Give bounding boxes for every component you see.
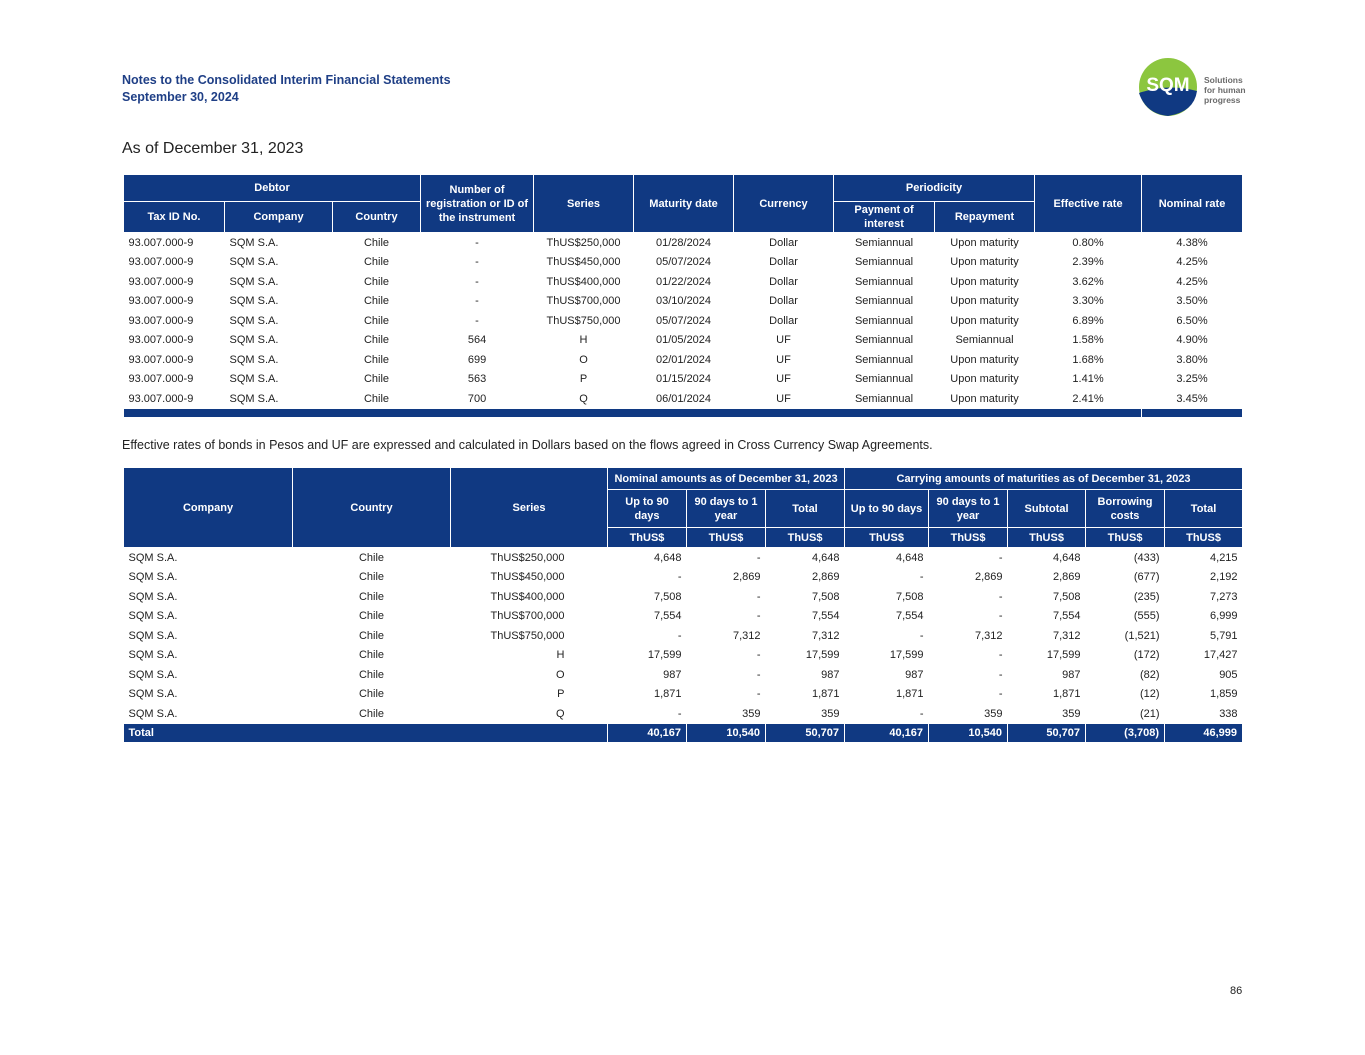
maturity-header: Maturity date (634, 175, 734, 233)
table-cell: ThUS$450,000 (490, 571, 565, 584)
table-cell: - (998, 551, 1003, 564)
table-cell: 4.25% (1176, 275, 1208, 288)
debtor-group-header: Debtor (124, 175, 421, 202)
table-cell: Chile (363, 295, 390, 308)
table-row (124, 292, 1243, 312)
table-row (124, 370, 1243, 390)
table-cell: 05/07/2024 (655, 314, 712, 327)
tax-id-header: Tax ID No. (124, 202, 225, 233)
repayment-header: Repayment (935, 202, 1035, 233)
table-cell: - (998, 649, 1003, 662)
table-cell: 7,554 (653, 610, 682, 623)
table-cell: 3.25% (1176, 373, 1208, 386)
table-row (124, 704, 1243, 724)
table-row (124, 331, 1243, 351)
table-cell: ThUS$450,000 (546, 256, 621, 269)
table-row (124, 548, 1243, 568)
table-cell: 2,192 (1210, 571, 1238, 584)
table-row (124, 389, 1243, 409)
table-cell: Dollar (769, 236, 798, 249)
table-cell: Q (555, 707, 565, 720)
table-cell: SQM S.A. (128, 590, 178, 603)
table-cell: UF (776, 353, 791, 366)
table-cell: (12) (1139, 688, 1160, 701)
table-row (124, 568, 1243, 588)
carrying-90-days-to-1-year-header: 90 days to 1 year (929, 490, 1008, 528)
table-cell: - (475, 295, 479, 308)
table-cell: Semiannual (854, 236, 914, 249)
country-header: Country (293, 468, 451, 548)
table-cell: 563 (467, 373, 487, 386)
total-header: Total (766, 490, 845, 528)
table-cell: Semiannual (854, 392, 914, 405)
carrying-group-header: Carrying amounts of maturities as of December 31, 2023 (845, 468, 1243, 490)
table-cell: (555) (1133, 610, 1160, 623)
sqm-logo-mark (1138, 57, 1202, 119)
table-cell: 2,869 (732, 571, 761, 584)
table-cell: 01/22/2024 (655, 275, 712, 288)
borrowing-costs-header: Borrowing costs (1086, 490, 1165, 528)
periodicity-group-header: Periodicity (834, 175, 1035, 202)
total-cell: 40,167 (845, 724, 929, 742)
header-title: Notes to the Consolidated Interim Financial Statements (122, 73, 451, 87)
table-cell: - (677, 571, 682, 584)
total-cell: 40,167 (608, 724, 687, 742)
table-cell: UF (776, 373, 791, 386)
table-cell: 01/28/2024 (655, 236, 712, 249)
table-cell: SQM S.A. (128, 688, 178, 701)
table-cell: Chile (358, 688, 385, 701)
total-label: Total (124, 724, 608, 742)
table-cell: 93.007.000-9 (128, 275, 194, 288)
table-cell: 6.50% (1176, 314, 1208, 327)
table-cell: 06/01/2024 (655, 392, 712, 405)
total-row (124, 724, 1243, 742)
table-cell: Chile (363, 392, 390, 405)
table-cell: 93.007.000-9 (128, 295, 194, 308)
country-header: Country (333, 202, 421, 233)
table-cell: 359 (1062, 707, 1081, 720)
table-cell: ThUS$250,000 (546, 236, 621, 249)
nominal-rate-header: Nominal rate (1142, 175, 1243, 233)
total-cell: 46,999 (1165, 724, 1243, 742)
table-cell: 2,869 (812, 571, 840, 584)
table-cell: - (756, 649, 761, 662)
table-cell: SQM S.A. (229, 275, 279, 288)
90-days-to-1-year-header: 90 days to 1 year (687, 490, 766, 528)
table-cell: ThUS$250,000 (490, 551, 565, 564)
table-cell: 93.007.000-9 (128, 353, 194, 366)
table-cell: 3.30% (1072, 295, 1104, 308)
table-cell: 2,869 (1053, 571, 1081, 584)
table-cell: 1.41% (1072, 373, 1104, 386)
table-cell: Upon maturity (950, 236, 1019, 249)
unit-header: ThUS$ (1008, 528, 1086, 548)
maturities-table (123, 467, 1243, 742)
table-cell: ThUS$400,000 (490, 590, 565, 603)
table-cell: 93.007.000-9 (128, 334, 194, 347)
table-cell: 0.80% (1072, 236, 1104, 249)
unit-header: ThUS$ (845, 528, 929, 548)
table-cell: Semiannual (955, 334, 1014, 347)
table-cell: 699 (467, 353, 487, 366)
header-date: September 30, 2024 (122, 90, 239, 104)
table-cell: - (756, 610, 761, 623)
table-cell: SQM S.A. (128, 649, 178, 662)
table-cell: Dollar (769, 295, 798, 308)
table-cell: 3.45% (1176, 392, 1208, 405)
table-row (124, 350, 1243, 370)
table-cell: 1,871 (653, 688, 682, 701)
table-cell: O (579, 353, 588, 366)
table-cell: UF (776, 392, 791, 405)
table-cell: 17,599 (1046, 649, 1081, 662)
table-row (124, 272, 1243, 292)
table-cell: 1,859 (1210, 688, 1238, 701)
unit-header: ThUS$ (1165, 528, 1243, 548)
table-cell: 3.50% (1176, 295, 1208, 308)
table-cell: Dollar (769, 275, 798, 288)
table-cell: 93.007.000-9 (128, 373, 194, 386)
table-row (124, 233, 1243, 253)
up-to-90-header: Up to 90 days (608, 490, 687, 528)
table-cell: Chile (358, 649, 385, 662)
table-cell: Upon maturity (950, 392, 1019, 405)
table-cell: Semiannual (854, 353, 914, 366)
table-cell: (21) (1139, 707, 1160, 720)
total-cell: (3,708) (1086, 724, 1165, 742)
subtotal-header: Subtotal (1008, 490, 1086, 528)
table-cell: 359 (742, 707, 761, 720)
registration-header: Number of registration or ID of the instrument (421, 175, 534, 233)
table-cell: 02/01/2024 (655, 353, 712, 366)
table-cell: 1,871 (896, 688, 924, 701)
table-cell: ThUS$750,000 (490, 629, 565, 642)
table-cell: 564 (467, 334, 487, 347)
table-cell: 17,599 (889, 649, 924, 662)
table-cell: 4,648 (812, 551, 840, 564)
table-cell: 6,999 (1210, 610, 1238, 623)
table-cell: 93.007.000-9 (128, 314, 194, 327)
table-cell: 359 (984, 707, 1003, 720)
table-cell: 17,599 (647, 649, 682, 662)
table-cell: 93.007.000-9 (128, 392, 194, 405)
table-cell: 4.90% (1176, 334, 1208, 347)
table-cell: - (475, 275, 479, 288)
table-cell: 987 (663, 668, 682, 681)
table-cell: SQM S.A. (229, 373, 279, 386)
table-cell: 05/07/2024 (655, 256, 712, 269)
table-cell: 7,508 (896, 590, 924, 603)
table-cell: 4,648 (896, 551, 924, 564)
table-row (124, 253, 1243, 273)
table-cell: 01/05/2024 (655, 334, 712, 347)
unit-header: ThUS$ (766, 528, 845, 548)
table-cell: 1.68% (1072, 353, 1104, 366)
table-cell: SQM S.A. (128, 668, 178, 681)
table-cell: Chile (363, 334, 390, 347)
effective-rate-header: Effective rate (1035, 175, 1142, 233)
table-cell: 7,312 (975, 629, 1003, 642)
company-header: Company (124, 468, 293, 548)
table-cell: SQM S.A. (128, 629, 178, 642)
unit-header: ThUS$ (929, 528, 1008, 548)
table-cell: - (998, 668, 1003, 681)
table-row (124, 685, 1243, 705)
table-cell: SQM S.A. (229, 314, 279, 327)
table-cell: 2,869 (975, 571, 1003, 584)
table-cell: Chile (363, 256, 390, 269)
table-cell: UF (776, 334, 791, 347)
table-cell: 6.89% (1072, 314, 1104, 327)
table-row (124, 607, 1243, 627)
table-cell: 2.41% (1072, 392, 1104, 405)
table-cell: Chile (363, 236, 390, 249)
total-cell: 50,707 (1008, 724, 1086, 742)
table-cell: H (579, 334, 588, 347)
table-cell: 2.39% (1072, 256, 1104, 269)
table-cell: Chile (358, 551, 385, 564)
table-cell: 4.38% (1176, 236, 1208, 249)
table-cell: 03/10/2024 (655, 295, 712, 308)
table-cell: 4,648 (1053, 551, 1081, 564)
table-cell: ThUS$700,000 (546, 295, 621, 308)
table-cell: 93.007.000-9 (128, 256, 194, 269)
table-cell: (82) (1139, 668, 1160, 681)
table-cell: 338 (1219, 707, 1238, 720)
table-cell: Dollar (769, 314, 798, 327)
table-cell: 7,273 (1210, 590, 1238, 603)
table-cell: SQM S.A. (229, 353, 279, 366)
table-cell: Chile (358, 707, 385, 720)
table-cell: - (998, 610, 1003, 623)
table-cell: Upon maturity (950, 295, 1019, 308)
currency-header: Currency (734, 175, 834, 233)
table-cell: P (579, 373, 588, 386)
table-cell: - (756, 590, 761, 603)
table-cell: 7,508 (653, 590, 682, 603)
table-cell: - (756, 688, 761, 701)
table-cell: - (919, 629, 924, 642)
unit-header: ThUS$ (687, 528, 766, 548)
table-cell: - (998, 590, 1003, 603)
table-row (124, 626, 1243, 646)
unit-header: ThUS$ (1086, 528, 1165, 548)
table-cell: Chile (363, 373, 390, 386)
table-cell: Semiannual (854, 334, 914, 347)
table-cell: Chile (358, 571, 385, 584)
table-cell: H (556, 649, 565, 662)
company-header: Company (225, 202, 333, 233)
table-row (124, 311, 1243, 331)
table-cell: Semiannual (854, 373, 914, 386)
table-cell: P (557, 688, 565, 701)
table-cell: Upon maturity (950, 314, 1019, 327)
table-cell: SQM S.A. (229, 392, 279, 405)
logo-tagline: Solutions for human progress (1204, 75, 1246, 105)
page-number: 86 (1230, 985, 1243, 997)
table-cell: Semiannual (854, 256, 914, 269)
table-cell: Chile (363, 314, 390, 327)
table-cell: ThUS$400,000 (546, 275, 621, 288)
table-cell: Upon maturity (950, 373, 1019, 386)
table-cell: SQM S.A. (229, 256, 279, 269)
table-cell: Chile (363, 275, 390, 288)
table-cell: (1,521) (1124, 629, 1160, 642)
table-cell: - (475, 236, 479, 249)
table-cell: SQM S.A. (229, 236, 279, 249)
table-cell: SQM S.A. (229, 334, 279, 347)
table-cell: SQM S.A. (128, 571, 178, 584)
table-cell: Q (579, 392, 588, 405)
table-cell: - (677, 707, 682, 720)
table-cell: Upon maturity (950, 256, 1019, 269)
table-cell: 7,554 (812, 610, 840, 623)
table-cell: SQM S.A. (128, 707, 178, 720)
table-cell: 01/15/2024 (655, 373, 712, 386)
table-cell: Chile (358, 590, 385, 603)
table-cell: - (475, 256, 479, 269)
table-cell: ThUS$700,000 (490, 610, 565, 623)
table-cell: 4.25% (1176, 256, 1208, 269)
table-cell: 987 (905, 668, 924, 681)
table-cell: Upon maturity (950, 275, 1019, 288)
table-cell: 17,427 (1203, 649, 1238, 662)
table-cell: 1.58% (1072, 334, 1104, 347)
table-cell: ThUS$750,000 (546, 314, 621, 327)
total-cell: 10,540 (929, 724, 1008, 742)
table-cell: 359 (821, 707, 840, 720)
table-cell: - (919, 571, 924, 584)
table-row (124, 646, 1243, 666)
series-header: Series (534, 175, 634, 233)
payment-header: Payment of interest (834, 202, 935, 233)
table-cell: O (555, 668, 565, 681)
table-cell: 7,312 (1053, 629, 1081, 642)
effective-rates-note: Effective rates of bonds in Pesos and UF are expressed and calculated in Dollars based on the flows agreed in Cross Currency Swap Agreements. (122, 438, 933, 452)
table-row (124, 587, 1243, 607)
table-cell: 3.80% (1176, 353, 1208, 366)
bonds-table (123, 174, 1243, 417)
svg-text:SQM: SQM (1146, 75, 1190, 96)
table-cell: (172) (1133, 649, 1160, 662)
unit-header: ThUS$ (608, 528, 687, 548)
table-cell: 7,312 (812, 629, 840, 642)
table-cell: (433) (1133, 551, 1160, 564)
table-cell: - (677, 629, 682, 642)
table-cell: Chile (358, 610, 385, 623)
table-cell: 4,648 (653, 551, 682, 564)
table-cell: - (475, 314, 479, 327)
table-cell: SQM S.A. (229, 295, 279, 308)
table-cell: Chile (358, 668, 385, 681)
table-cell: Semiannual (854, 314, 914, 327)
table-cell: Semiannual (854, 275, 914, 288)
table-cell: 17,599 (805, 649, 840, 662)
table-cell: 3.62% (1072, 275, 1104, 288)
table-cell: 700 (467, 392, 487, 405)
table-cell: 905 (1219, 668, 1238, 681)
table-cell: 93.007.000-9 (128, 236, 194, 249)
table-cell: - (756, 551, 761, 564)
table-cell: (677) (1133, 571, 1160, 584)
table-cell: 1,871 (812, 688, 840, 701)
table-row (124, 665, 1243, 685)
table-cell: 7,508 (812, 590, 840, 603)
table-cell: 4,215 (1210, 551, 1238, 564)
table-cell: 987 (1062, 668, 1081, 681)
document-header (122, 72, 451, 106)
total-cell: 50,707 (766, 724, 845, 742)
table-cell: 7,554 (896, 610, 924, 623)
table-cell: SQM S.A. (128, 610, 178, 623)
table-cell: Upon maturity (950, 353, 1019, 366)
table-cell: 7,508 (1053, 590, 1081, 603)
table-footer-bar (124, 409, 1243, 417)
table-cell: 987 (821, 668, 840, 681)
total-cell: 10,540 (687, 724, 766, 742)
table-cell: - (998, 688, 1003, 701)
table-cell: Dollar (769, 256, 798, 269)
section-title: As of December 31, 2023 (122, 140, 304, 157)
table-cell: 1,871 (1053, 688, 1081, 701)
table-cell: Chile (358, 629, 385, 642)
table-cell: - (756, 668, 761, 681)
table-cell: (235) (1133, 590, 1160, 603)
series-header: Series (451, 468, 608, 548)
nominal-group-header: Nominal amounts as of December 31, 2023 (608, 468, 845, 490)
table-cell: Chile (363, 353, 390, 366)
table-cell: - (919, 707, 924, 720)
carrying-total-header: Total (1165, 490, 1243, 528)
table-cell: 7,554 (1053, 610, 1081, 623)
carrying-up-to-90-header: Up to 90 days (845, 490, 929, 528)
table-cell: 5,791 (1210, 629, 1238, 642)
table-cell: Semiannual (854, 295, 914, 308)
table-cell: 7,312 (732, 629, 761, 642)
table-cell: SQM S.A. (128, 551, 178, 564)
